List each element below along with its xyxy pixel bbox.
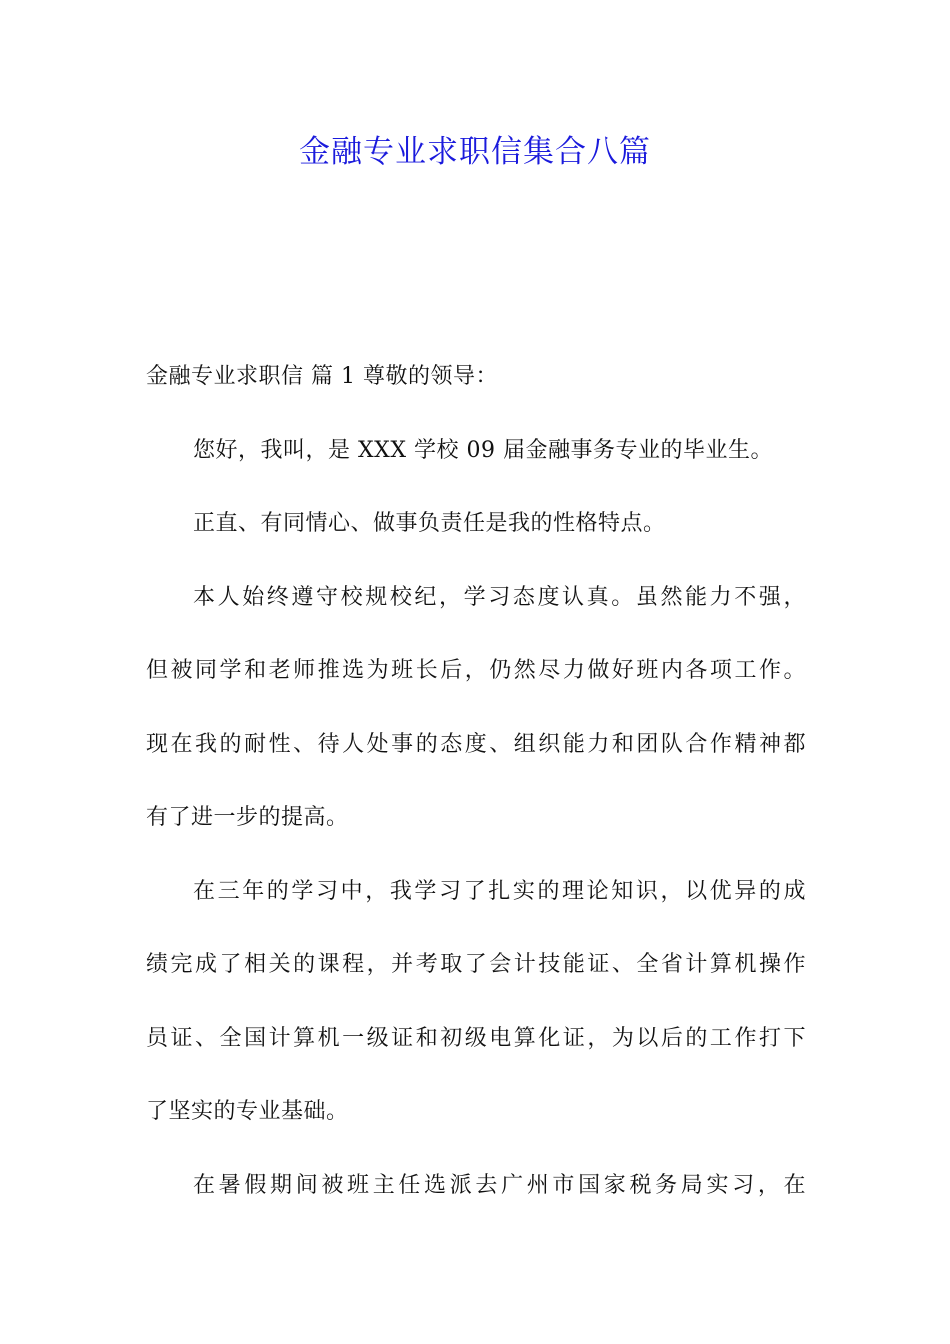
paragraph-line: 正直、有同情心、做事负责任是我的性格特点。 [193,511,666,536]
letter-body [146,340,806,1222]
document-title: 金融专业求职信集合八篇 [299,134,651,170]
letter-heading-line: 金融专业求职信 篇 1 尊敬的领导： [146,364,498,389]
paragraph-line: 您好，我叫，是 XXX 学校 09 届金融事务专业的毕业生。 [193,437,773,463]
paragraph-line: 但被同学和老师推选为班长后，仍然尽力做好班内各项工作。 [146,658,806,683]
paragraph-line: 本人始终遵守校规校纪，学习态度认真。虽然能力不强， [193,584,806,610]
paragraph-line: 员证、全国计算机一级证和初级电算化证，为以后的工作打下 [146,1025,806,1051]
paragraph-line: 在三年的学习中，我学习了扎实的理论知识，以优异的成 [193,878,806,904]
paragraph-line: 在暑假期间被班主任选派去广州市国家税务局实习，在 [193,1172,806,1198]
paragraph-line: 有了进一步的提高。 [146,805,349,830]
paragraph-line: 现在我的耐性、待人处事的态度、组织能力和团队合作精神都 [146,731,806,757]
paragraph-line: 绩完成了相关的课程，并考取了会计技能证、全省计算机操作 [146,952,806,977]
paragraph-line: 了坚实的专业基础。 [146,1099,349,1124]
